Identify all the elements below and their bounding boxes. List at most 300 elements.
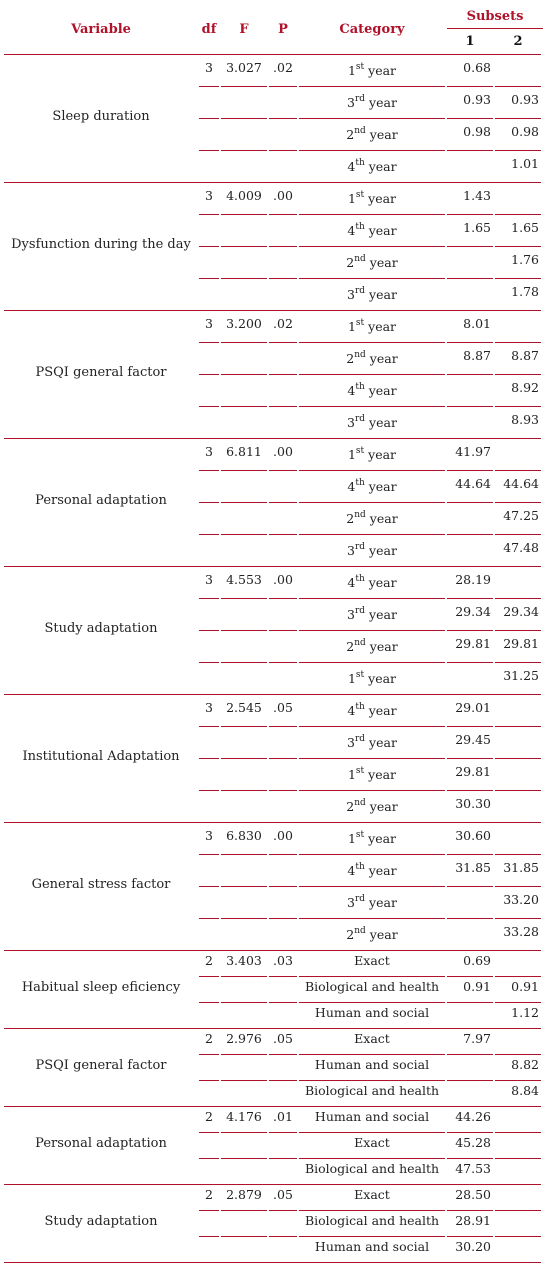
- row-rule: [221, 630, 267, 631]
- subset-1-value: 30.20: [455, 1239, 491, 1254]
- header-f: F: [239, 22, 249, 37]
- subset-1-value: 0.68: [463, 60, 491, 75]
- category-ordinal: 3: [347, 95, 355, 110]
- subset-1-value: 0.91: [463, 979, 491, 994]
- category-cell: [299, 351, 445, 367]
- category-cell: [299, 511, 445, 527]
- category-year-word: year: [365, 799, 398, 814]
- row-rule: [447, 246, 493, 247]
- row-rule: [495, 214, 541, 215]
- f-value: 3.403: [226, 953, 262, 968]
- category-cell: [299, 287, 445, 303]
- row-rule: [495, 662, 541, 663]
- row-rule: [199, 406, 219, 407]
- row-rule: [447, 150, 493, 151]
- category-year-word: year: [364, 863, 397, 878]
- row-rule: [269, 1210, 297, 1211]
- category-cell: [299, 415, 445, 431]
- row-rule: [269, 598, 297, 599]
- category-ordinal: 1: [347, 63, 356, 78]
- subset-2-value: 0.93: [511, 92, 539, 107]
- row-rule: [447, 630, 493, 631]
- row-rule: [299, 214, 445, 215]
- category-ordinal: 3: [347, 543, 355, 558]
- row-rule: [269, 406, 297, 407]
- row-rule: [495, 118, 541, 119]
- category-ordinal-suffix: nd: [354, 797, 366, 808]
- category-ordinal-suffix: nd: [354, 125, 366, 136]
- row-rule: [221, 374, 267, 375]
- row-rule: [495, 502, 541, 503]
- category-year-word: year: [364, 383, 397, 398]
- row-rule: [199, 118, 219, 119]
- subset-2-value: 8.87: [511, 348, 539, 363]
- category-ordinal-suffix: rd: [355, 285, 366, 296]
- row-rule: [269, 854, 297, 855]
- df-value: 3: [205, 444, 213, 459]
- category-ordinal-suffix: nd: [354, 509, 366, 520]
- row-rule: [299, 598, 445, 599]
- category-ordinal: 4: [347, 223, 356, 238]
- row-rule: [199, 150, 219, 151]
- group-rule: [4, 310, 541, 311]
- p-value: .00: [273, 828, 293, 843]
- row-rule: [299, 278, 445, 279]
- category-year-word: year: [364, 479, 397, 494]
- subset-1-value: 0.69: [463, 953, 491, 968]
- p-value: .05: [273, 1187, 293, 1202]
- row-rule: [447, 118, 493, 119]
- row-rule: [447, 758, 493, 759]
- row-rule: [447, 374, 493, 375]
- row-rule: [447, 342, 493, 343]
- subset-2-value: 8.92: [511, 380, 539, 395]
- subset-2-value: 47.48: [503, 540, 539, 555]
- category-year-word: year: [365, 127, 398, 142]
- variable-label: General stress factor: [31, 877, 171, 892]
- category-ordinal-suffix: rd: [355, 541, 366, 552]
- row-rule: [269, 1158, 297, 1159]
- row-rule: [299, 1054, 445, 1055]
- category-year-word: year: [364, 831, 397, 846]
- subset-2-value: 31.25: [503, 668, 539, 683]
- row-rule: [199, 918, 219, 919]
- subset-1-value: 0.98: [463, 124, 491, 139]
- category-year-word: year: [365, 95, 397, 110]
- category-year-word: year: [365, 639, 398, 654]
- category-year-word: year: [365, 735, 397, 750]
- row-rule: [495, 854, 541, 855]
- row-rule: [269, 630, 297, 631]
- header-subset-2: 2: [513, 34, 523, 49]
- category-year-word: year: [364, 671, 397, 686]
- row-rule: [299, 1210, 445, 1211]
- category-ordinal: 4: [347, 863, 356, 878]
- row-rule: [447, 918, 493, 919]
- row-rule: [221, 918, 267, 919]
- variable-label: Study adaptation: [44, 621, 158, 636]
- row-rule: [269, 1080, 297, 1081]
- row-rule: [447, 1002, 493, 1003]
- row-rule: [269, 150, 297, 151]
- category-ordinal: 2: [346, 799, 355, 814]
- row-rule: [269, 1002, 297, 1003]
- variable-label: PSQI general factor: [35, 365, 167, 380]
- subset-1-value: 1.65: [463, 220, 491, 235]
- category-year-word: year: [365, 351, 398, 366]
- category-ordinal-suffix: rd: [355, 733, 366, 744]
- row-rule: [221, 886, 267, 887]
- row-rule: [495, 374, 541, 375]
- row-rule: [269, 470, 297, 471]
- category-ordinal: 3: [347, 607, 355, 622]
- row-rule: [199, 342, 219, 343]
- row-rule: [221, 976, 267, 977]
- category-cell: [299, 799, 445, 815]
- row-rule: [495, 246, 541, 247]
- category-cell: [299, 319, 445, 335]
- subset-1-value: 44.26: [455, 1109, 491, 1124]
- row-rule: [199, 1054, 219, 1055]
- row-rule: [221, 118, 267, 119]
- category-ordinal-suffix: st: [355, 829, 365, 840]
- category-cell: [299, 191, 445, 207]
- category-cell: [299, 543, 445, 559]
- row-rule: [299, 630, 445, 631]
- row-rule: [199, 758, 219, 759]
- row-rule: [221, 534, 267, 535]
- category-cell: Biological and health: [304, 1161, 440, 1176]
- row-rule: [495, 598, 541, 599]
- group-rule: [4, 950, 541, 951]
- category-ordinal: 1: [347, 831, 356, 846]
- row-rule: [199, 1080, 219, 1081]
- subset-2-value: 8.93: [511, 412, 539, 427]
- row-rule: [199, 1210, 219, 1211]
- f-value: 4.009: [226, 188, 262, 203]
- p-value: .01: [273, 1109, 293, 1124]
- subset-2-value: 1.76: [511, 252, 539, 267]
- row-rule: [495, 726, 541, 727]
- row-rule: [447, 1236, 493, 1237]
- category-year-word: year: [364, 63, 397, 78]
- category-ordinal: 4: [347, 383, 356, 398]
- row-rule: [221, 1132, 267, 1133]
- row-rule: [495, 86, 541, 87]
- category-cell: Human and social: [314, 1109, 430, 1124]
- subset-2-value: 44.64: [503, 476, 539, 491]
- subset-2-value: 0.91: [511, 979, 539, 994]
- category-cell: [299, 223, 445, 239]
- row-rule: [495, 1158, 541, 1159]
- subset-1-value: 7.97: [463, 1031, 491, 1046]
- row-rule: [199, 1236, 219, 1237]
- header-df: df: [201, 22, 217, 37]
- row-rule: [495, 150, 541, 151]
- category-ordinal-suffix: th: [355, 221, 365, 232]
- row-rule: [299, 726, 445, 727]
- category-ordinal-suffix: rd: [355, 93, 366, 104]
- df-value: 2: [205, 1187, 213, 1202]
- p-value: .02: [273, 60, 293, 75]
- category-year-word: year: [364, 575, 397, 590]
- category-cell: Human and social: [314, 1005, 430, 1020]
- header-variable: Variable: [71, 22, 131, 37]
- category-cell: Exact: [354, 1187, 390, 1202]
- category-cell: [299, 607, 445, 623]
- header-subset-1: 1: [465, 34, 475, 49]
- row-rule: [447, 1132, 493, 1133]
- subset-2-value: 1.65: [511, 220, 539, 235]
- df-value: 3: [205, 188, 213, 203]
- variable-label: Dysfunction during the day: [11, 237, 191, 252]
- row-rule: [269, 342, 297, 343]
- category-ordinal-suffix: nd: [354, 637, 366, 648]
- row-rule: [299, 790, 445, 791]
- row-rule: [299, 976, 445, 977]
- category-cell: [299, 895, 445, 911]
- f-value: 6.811: [226, 444, 262, 459]
- category-cell: [299, 255, 445, 271]
- p-value: .02: [273, 316, 293, 331]
- row-rule: [221, 150, 267, 151]
- category-year-word: year: [365, 895, 397, 910]
- category-ordinal-suffix: st: [355, 765, 365, 776]
- row-rule: [199, 886, 219, 887]
- category-cell: [299, 383, 445, 399]
- row-rule: [221, 86, 267, 87]
- subset-2-value: 8.84: [511, 1083, 539, 1098]
- p-value: .00: [273, 188, 293, 203]
- row-rule: [447, 726, 493, 727]
- subset-2-value: 33.28: [503, 924, 539, 939]
- category-year-word: year: [364, 703, 397, 718]
- subsets-header-rule: [447, 28, 543, 29]
- group-rule: [4, 1028, 541, 1029]
- category-cell: [299, 95, 445, 111]
- f-value: 4.176: [226, 1109, 262, 1124]
- f-value: 3.200: [226, 316, 262, 331]
- row-rule: [269, 502, 297, 503]
- row-rule: [447, 406, 493, 407]
- category-cell: [299, 159, 445, 175]
- row-rule: [495, 1054, 541, 1055]
- subset-2-value: 33.20: [503, 892, 539, 907]
- row-rule: [199, 854, 219, 855]
- p-value: .05: [273, 1031, 293, 1046]
- row-rule: [221, 758, 267, 759]
- row-rule: [495, 534, 541, 535]
- category-ordinal-suffix: rd: [355, 605, 366, 616]
- category-ordinal: 4: [347, 159, 356, 174]
- row-rule: [199, 374, 219, 375]
- p-value: .00: [273, 444, 293, 459]
- category-ordinal-suffix: st: [355, 445, 365, 456]
- row-rule: [199, 502, 219, 503]
- category-cell: [299, 767, 445, 783]
- category-ordinal: 2: [346, 927, 355, 942]
- row-rule: [447, 886, 493, 887]
- group-rule: [4, 1106, 541, 1107]
- row-rule: [299, 662, 445, 663]
- variable-label: Personal adaptation: [35, 1136, 167, 1151]
- header-category: Category: [339, 22, 405, 37]
- row-rule: [199, 976, 219, 977]
- row-rule: [299, 470, 445, 471]
- category-ordinal-suffix: st: [355, 61, 365, 72]
- category-year-word: year: [365, 255, 398, 270]
- subset-2-value: 29.34: [503, 604, 539, 619]
- category-cell: Human and social: [314, 1239, 430, 1254]
- row-rule: [269, 790, 297, 791]
- row-rule: [199, 790, 219, 791]
- row-rule: [269, 886, 297, 887]
- f-value: 3.027: [226, 60, 262, 75]
- row-rule: [221, 1002, 267, 1003]
- category-cell: [299, 703, 445, 719]
- subset-1-value: 1.43: [463, 188, 491, 203]
- row-rule: [495, 406, 541, 407]
- p-value: .00: [273, 572, 293, 587]
- category-year-word: year: [365, 543, 397, 558]
- header-bottom-rule: [4, 54, 541, 55]
- row-rule: [299, 1158, 445, 1159]
- category-ordinal: 3: [347, 735, 355, 750]
- row-rule: [447, 854, 493, 855]
- row-rule: [495, 790, 541, 791]
- category-cell: [299, 575, 445, 591]
- row-rule: [199, 534, 219, 535]
- row-rule: [299, 1236, 445, 1237]
- row-rule: [199, 214, 219, 215]
- category-ordinal: 3: [347, 895, 355, 910]
- row-rule: [269, 918, 297, 919]
- category-year-word: year: [364, 191, 397, 206]
- category-ordinal-suffix: th: [355, 861, 365, 872]
- subset-1-value: 29.34: [455, 604, 491, 619]
- category-cell: Biological and health: [304, 1083, 440, 1098]
- subset-1-value: 31.85: [455, 860, 491, 875]
- subset-1-value: 28.50: [455, 1187, 491, 1202]
- row-rule: [495, 470, 541, 471]
- group-rule: [4, 822, 541, 823]
- row-rule: [299, 854, 445, 855]
- subset-2-value: 47.25: [503, 508, 539, 523]
- row-rule: [269, 118, 297, 119]
- category-ordinal: 4: [347, 575, 356, 590]
- category-ordinal-suffix: th: [355, 157, 365, 168]
- variable-label: Study adaptation: [44, 1214, 158, 1229]
- row-rule: [269, 1054, 297, 1055]
- category-cell: [299, 127, 445, 143]
- category-ordinal: 1: [347, 767, 356, 782]
- row-rule: [269, 534, 297, 535]
- row-rule: [495, 918, 541, 919]
- row-rule: [495, 278, 541, 279]
- category-year-word: year: [365, 287, 397, 302]
- row-rule: [495, 342, 541, 343]
- category-ordinal-suffix: th: [355, 573, 365, 584]
- row-rule: [495, 758, 541, 759]
- category-ordinal-suffix: st: [355, 317, 365, 328]
- category-cell: Biological and health: [304, 979, 440, 994]
- category-ordinal: 1: [347, 447, 356, 462]
- row-rule: [495, 1210, 541, 1211]
- subset-2-value: 29.81: [503, 636, 539, 651]
- row-rule: [447, 598, 493, 599]
- row-rule: [221, 406, 267, 407]
- row-rule: [447, 1210, 493, 1211]
- row-rule: [447, 976, 493, 977]
- row-rule: [199, 470, 219, 471]
- f-value: 4.553: [226, 572, 262, 587]
- row-rule: [447, 662, 493, 663]
- category-year-word: year: [364, 767, 397, 782]
- row-rule: [299, 502, 445, 503]
- row-rule: [447, 86, 493, 87]
- row-rule: [269, 1132, 297, 1133]
- category-ordinal-suffix: st: [355, 669, 365, 680]
- subset-1-value: 0.93: [463, 92, 491, 107]
- subset-1-value: 29.45: [455, 732, 491, 747]
- category-year-word: year: [365, 511, 398, 526]
- row-rule: [495, 1132, 541, 1133]
- row-rule: [269, 758, 297, 759]
- group-rule: [4, 1262, 541, 1263]
- category-year-word: year: [364, 159, 397, 174]
- row-rule: [221, 1210, 267, 1211]
- category-ordinal-suffix: th: [355, 477, 365, 488]
- group-rule: [4, 438, 541, 439]
- df-value: 3: [205, 700, 213, 715]
- df-value: 2: [205, 953, 213, 968]
- category-year-word: year: [364, 223, 397, 238]
- row-rule: [221, 1158, 267, 1159]
- row-rule: [299, 246, 445, 247]
- row-rule: [199, 278, 219, 279]
- category-cell: [299, 927, 445, 943]
- row-rule: [269, 374, 297, 375]
- category-cell: Exact: [354, 1135, 390, 1150]
- subset-2-value: 8.82: [511, 1057, 539, 1072]
- p-value: .03: [273, 953, 293, 968]
- row-rule: [299, 1132, 445, 1133]
- category-ordinal: 1: [347, 319, 356, 334]
- row-rule: [299, 1080, 445, 1081]
- category-ordinal-suffix: nd: [354, 253, 366, 264]
- row-rule: [199, 86, 219, 87]
- category-cell: Human and social: [314, 1057, 430, 1072]
- category-ordinal-suffix: th: [355, 381, 365, 392]
- header-subsets: Subsets: [466, 9, 524, 24]
- category-year-word: year: [365, 415, 397, 430]
- subset-1-value: 30.60: [455, 828, 491, 843]
- row-rule: [199, 630, 219, 631]
- row-rule: [221, 502, 267, 503]
- row-rule: [447, 214, 493, 215]
- df-value: 2: [205, 1031, 213, 1046]
- category-ordinal: 2: [346, 127, 355, 142]
- category-year-word: year: [364, 447, 397, 462]
- category-ordinal-suffix: nd: [354, 925, 366, 936]
- group-rule: [4, 694, 541, 695]
- row-rule: [269, 86, 297, 87]
- subset-1-value: 8.01: [463, 316, 491, 331]
- row-rule: [221, 214, 267, 215]
- category-cell: Biological and health: [304, 1213, 440, 1228]
- subset-1-value: 41.97: [455, 444, 491, 459]
- row-rule: [495, 976, 541, 977]
